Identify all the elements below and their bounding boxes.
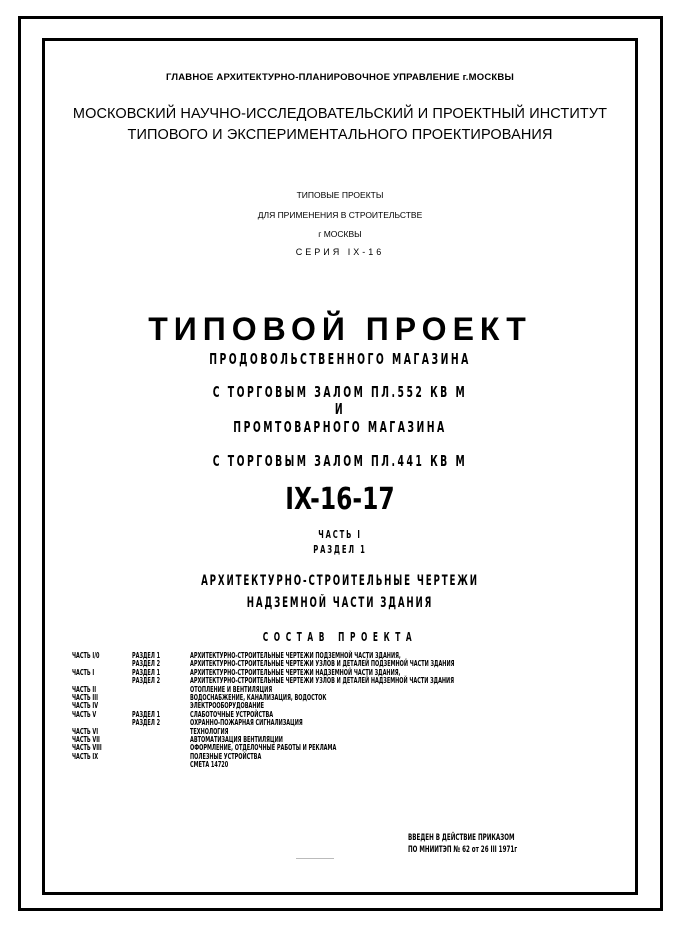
composition-text: СМЕТА 14720 bbox=[190, 760, 229, 770]
composition-part: ЧАСТЬ VI bbox=[72, 726, 99, 736]
list-item bbox=[72, 694, 632, 702]
composition-text: АРХИТЕКТУРНО-СТРОИТЕЛЬНЫЕ ЧЕРТЕЖИ УЗЛОВ И ДЕТАЛЕЙ ПОДЗЕМНОЙ ЧАСТИ ЗДАНИЯ bbox=[190, 659, 455, 669]
title-conjunction: И bbox=[334, 400, 346, 418]
enactment-note bbox=[408, 832, 517, 856]
composition-part: ЧАСТЬ VII bbox=[72, 734, 100, 744]
enactment-line1: ВВЕДЕН В ДЕЙСТВИЕ ПРИКАЗОМ bbox=[408, 833, 515, 843]
composition-section: РАЗДЕЛ 1 bbox=[132, 651, 161, 660]
composition-text: ВОДОСНАБЖЕНИЕ, КАНАЛИЗАЦИЯ, ВОДОСТОК bbox=[190, 692, 327, 702]
list-item bbox=[72, 686, 632, 694]
composition-part: ЧАСТЬ VIII bbox=[72, 743, 102, 753]
composition-section: РАЗДЕЛ 1 bbox=[132, 667, 161, 677]
composition-part: ЧАСТЬ I bbox=[72, 667, 95, 677]
composition-section: РАЗДЕЛ 1 bbox=[132, 709, 161, 719]
composition-text: АРХИТЕКТУРНО-СТРОИТЕЛЬНЫЕ ЧЕРТЕЖИ ПОДЗЕМНОЙ ЧАСТИ ЗДАНИЯ, bbox=[190, 651, 401, 660]
composition-text: АРХИТЕКТУРНО-СТРОИТЕЛЬНЫЕ ЧЕРТЕЖИ НАДЗЕМНОЙ ЧАСТИ ЗДАНИЯ, bbox=[190, 667, 401, 677]
composition-part: ЧАСТЬ I/0 bbox=[72, 651, 100, 660]
composition-list bbox=[72, 652, 632, 769]
title-line2: С ТОРГОВЫМ ЗАЛОМ ПЛ.552 КВ М bbox=[212, 383, 468, 401]
subject-line1: АРХИТЕКТУРНО-СТРОИТЕЛЬНЫЕ ЧЕРТЕЖИ bbox=[201, 573, 479, 589]
composition-part: ЧАСТЬ IX bbox=[72, 751, 99, 761]
subject-line2: НАДЗЕМНОЙ ЧАСТИ ЗДАНИЯ bbox=[246, 595, 434, 611]
composition-text: ОТОПЛЕНИЕ И ВЕНТИЛЯЦИЯ bbox=[190, 684, 273, 694]
composition-part: ЧАСТЬ IV bbox=[72, 701, 99, 711]
part-label: ЧАСТЬ I bbox=[318, 528, 362, 541]
section-label: РАЗДЕЛ 1 bbox=[313, 543, 367, 556]
composition-section: РАЗДЕЛ 2 bbox=[132, 659, 161, 669]
composition-text: ОХРАННО-ПОЖАРНАЯ СИГНАЛИЗАЦИЯ bbox=[190, 718, 303, 728]
page-title: ТИПОВОЙ ПРОЕКТ bbox=[148, 311, 532, 347]
composition-part: ЧАСТЬ III bbox=[72, 692, 98, 702]
composition-text: ОФОРМЛЕНИЕ, ОТДЕЛОЧНЫЕ РАБОТЫ И РЕКЛАМА bbox=[190, 743, 337, 753]
series-code: СЕРИЯ IX-16 bbox=[295, 247, 385, 257]
organization-name: ГЛАВНОЕ АРХИТЕКТУРНО-ПЛАНИРОВОЧНОЕ УПРАВЛЕНИЕ г.МОСКВЫ bbox=[166, 72, 514, 83]
composition-part: ЧАСТЬ V bbox=[72, 709, 97, 719]
composition-heading: СОСТАВ ПРОЕКТА bbox=[262, 630, 418, 644]
list-item bbox=[72, 728, 632, 736]
enactment-line2: ПО МНИИТЭП № 62 от 26 III 1971г bbox=[408, 845, 518, 855]
list-item bbox=[72, 677, 632, 685]
institute-name-line1: МОСКОВСКИЙ НАУЧНО-ИССЛЕДОВАТЕЛЬСКИЙ И ПРОЕКТНЫЙ ИНСТИТУТ bbox=[72, 106, 608, 122]
composition-text: ПОЛЕЗНЫЕ УСТРОЙСТВА bbox=[190, 751, 262, 761]
list-item bbox=[72, 744, 632, 752]
composition-text: АРХИТЕКТУРНО-СТРОИТЕЛЬНЫЕ ЧЕРТЕЖИ УЗЛОВ И ДЕТАЛЕЙ НАДЗЕМНОЙ ЧАСТИ ЗДАНИЯ bbox=[190, 676, 455, 686]
list-item bbox=[72, 719, 632, 727]
project-code: IX-16-17 bbox=[285, 482, 395, 517]
composition-text: СЛАБОТОЧНЫЕ УСТРОЙСТВА bbox=[190, 709, 274, 719]
composition-part: ЧАСТЬ II bbox=[72, 684, 97, 694]
title-line4: С ТОРГОВЫМ ЗАЛОМ ПЛ.441 КВ М bbox=[212, 452, 468, 470]
scan-mark bbox=[296, 858, 334, 859]
list-item bbox=[72, 753, 632, 761]
composition-section: РАЗДЕЛ 2 bbox=[132, 718, 161, 728]
institute-name-line2: ТИПОВОГО И ЭКСПЕРИМЕНТАЛЬНОГО ПРОЕКТИРОВАНИЯ bbox=[127, 127, 553, 143]
series-line3: г МОСКВЫ bbox=[318, 229, 362, 239]
composition-text: АВТОМАТИЗАЦИЯ ВЕНТИЛЯЦИИ bbox=[190, 734, 283, 744]
list-item bbox=[72, 736, 632, 744]
composition-text: ЭЛЕКТРООБОРУДОВАНИЕ bbox=[190, 701, 265, 711]
composition-text: ТЕХНОЛОГИЯ bbox=[190, 726, 229, 736]
series-line1: ТИПОВЫЕ ПРОЕКТЫ bbox=[296, 190, 384, 200]
composition-section: РАЗДЕЛ 2 bbox=[132, 676, 161, 686]
series-line2: ДЛЯ ПРИМЕНЕНИЯ В СТРОИТЕЛЬСТВЕ bbox=[257, 210, 423, 220]
list-item bbox=[72, 761, 632, 769]
title-line1: ПРОДОВОЛЬСТВЕННОГО МАГАЗИНА bbox=[209, 350, 471, 368]
title-line3: ПРОМТОВАРНОГО МАГАЗИНА bbox=[233, 418, 447, 436]
